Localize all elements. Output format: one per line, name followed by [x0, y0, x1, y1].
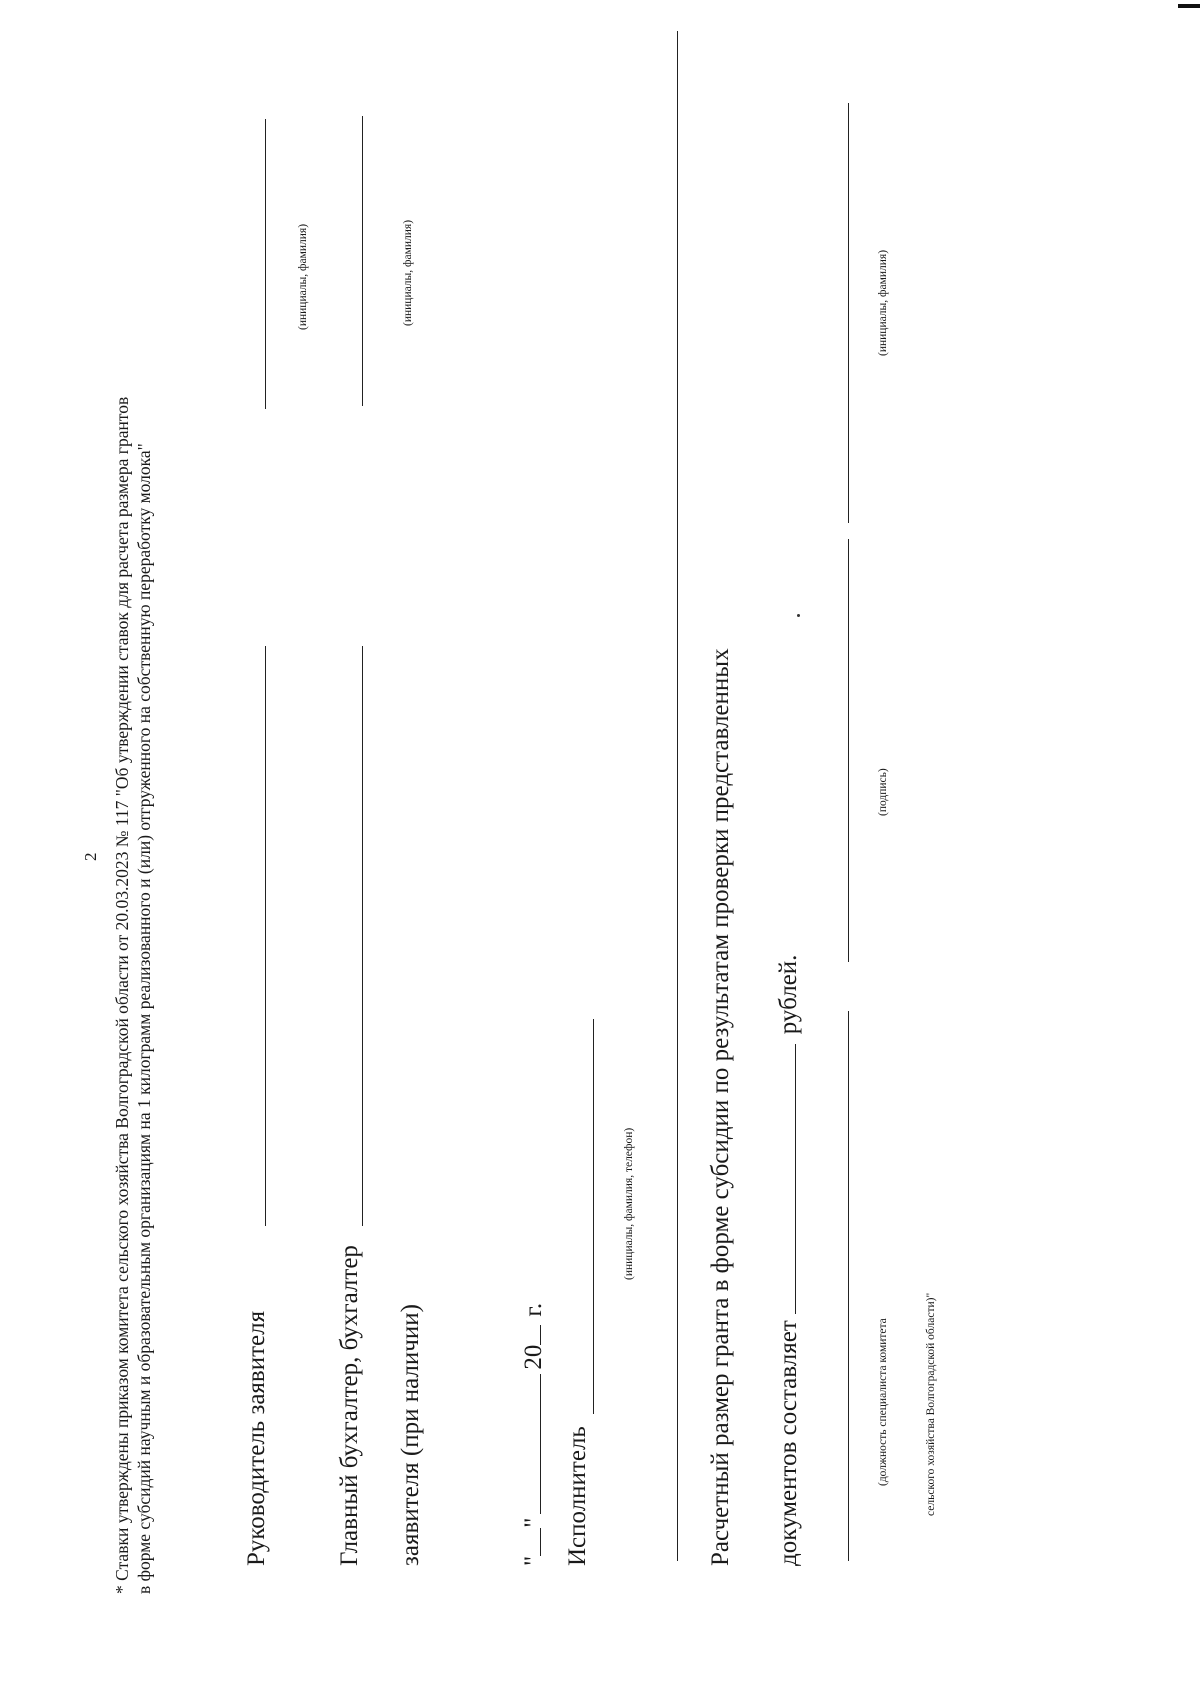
- date-quote-close: ": [520, 1517, 547, 1528]
- head-name-line: [265, 119, 266, 409]
- specialist-signature-caption: (подпись): [877, 768, 889, 816]
- head-signature-line: [265, 646, 266, 1226]
- head-label: Руководитель заявителя: [243, 1310, 270, 1566]
- date-year-prefix: 20: [520, 1344, 547, 1370]
- section-divider: [677, 31, 678, 1561]
- date-quote-open: ": [520, 1555, 547, 1566]
- speck: [797, 614, 800, 617]
- accountant-label-line-2: заявителя (при наличии): [397, 1304, 424, 1566]
- executor-label: Исполнитель: [564, 1426, 591, 1566]
- specialist-position-caption-1: (должность специалиста комитета: [877, 1318, 889, 1486]
- accountant-name-line: [362, 116, 363, 406]
- accountant-signature-line: [362, 646, 363, 1226]
- date-line: [518, 1303, 546, 1566]
- grant-amount-text-2: [773, 955, 801, 1566]
- grant-amount-blank: [773, 1044, 796, 1314]
- page-number: 2: [81, 852, 100, 861]
- date-day-blank: [518, 1528, 541, 1556]
- grant-amount-prefix: документов составляет: [775, 1320, 802, 1566]
- specialist-name-caption: (инициалы, фамилия): [877, 249, 889, 356]
- accountant-name-caption: (инициалы, фамилия): [402, 219, 414, 326]
- specialist-signature-line: [848, 539, 849, 962]
- footnote-line-2: в форме субсидий научным и образовательным организациям на 1 килограмм реализованного и (или) отгруженного на собственную переработку молока": [134, 443, 154, 1594]
- date-year-suffix: г.: [520, 1302, 547, 1317]
- head-name-caption: (инициалы, фамилия): [297, 223, 309, 330]
- specialist-name-line: [848, 103, 849, 523]
- date-year-blank: [518, 1325, 541, 1345]
- specialist-position-line: [848, 1011, 849, 1561]
- grant-amount-suffix: рублей.: [775, 954, 802, 1035]
- footnote-line-1: * Ставки утверждены приказом комитета сельского хозяйства Волгоградской области от 20.03.2023 № 117 "Об утверждении ставок для расчета размера грантов: [112, 396, 132, 1594]
- executor-line: [593, 1019, 594, 1414]
- date-month-blank: [518, 1374, 541, 1514]
- grant-amount-text-1: Расчетный размер гранта в форме субсидии по результатам проверки представленных: [707, 648, 734, 1566]
- scan-edge-mark: [1178, 4, 1200, 8]
- executor-caption: (инициалы, фамилия, телефон): [623, 1127, 635, 1280]
- accountant-label-line-1: Главный бухгалтер, бухгалтер: [336, 1245, 363, 1566]
- specialist-position-caption-2: сельского хозяйства Волгоградской области)": [925, 1292, 937, 1516]
